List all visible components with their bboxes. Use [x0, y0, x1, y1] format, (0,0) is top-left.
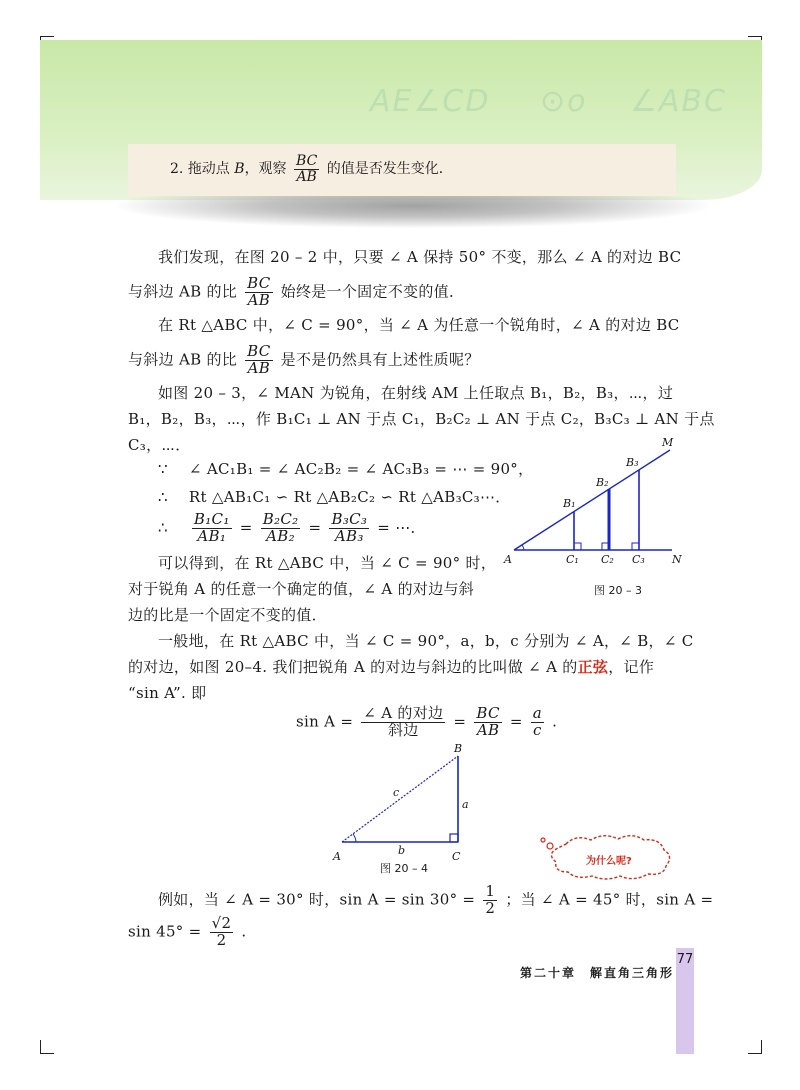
angle-a-arc	[522, 545, 524, 550]
task-fraction	[294, 154, 319, 184]
fraction-numerator: BC	[476, 704, 500, 722]
para2-line2	[128, 344, 480, 377]
label-b2: B₂	[596, 476, 609, 489]
right-angle-c	[450, 834, 458, 842]
fraction-numerator: a	[532, 704, 543, 722]
fraction-denominator: 2	[485, 898, 496, 917]
label-b1: B₁	[563, 497, 576, 510]
because-symbol: ∵	[158, 460, 168, 478]
para4-line2: 对于锐角 A 的任意一个确定的值，∠ A 的对边与斜	[128, 580, 475, 598]
para1-line2	[128, 276, 464, 309]
para1-line2-pre: 与斜边 AB 的比	[128, 282, 238, 301]
crop-mark	[40, 1053, 54, 1054]
para5-line3: “sin A”. 即	[128, 684, 207, 702]
task-text	[170, 154, 453, 184]
fraction-numerator: B₃C₃	[331, 510, 368, 528]
banner-scribble: AE∠CD	[370, 84, 491, 119]
fraction-numerator: 1	[485, 882, 496, 900]
right-angle-c3	[632, 543, 639, 550]
para3-line2: B₁，B₂，B₃，⋯，作 B₁C₁ ⊥ AN 于点 C₁，B₂C₂ ⊥ AN 于点 C₂，B₃C₃ ⊥ AN 于点	[128, 410, 715, 428]
crop-mark	[761, 1040, 762, 1054]
para1-line2-post: 始终是一个固定不变的值．	[280, 282, 465, 301]
ratio-tail: = ⋯．	[377, 518, 426, 537]
fraction-denominator: AB₁	[197, 526, 227, 545]
fraction-numerator: ∠ A 的对边	[363, 704, 444, 722]
para5-line2	[128, 656, 654, 677]
figure-20-3	[500, 430, 690, 580]
sine-formula	[296, 706, 557, 739]
cloud-bubble	[541, 838, 545, 842]
crop-mark	[40, 36, 54, 37]
fraction-denominator: 2	[216, 930, 227, 949]
formula-fraction-words	[361, 706, 445, 739]
therefore-symbol: ∴	[158, 518, 168, 537]
para1-fraction	[245, 276, 272, 309]
crop-mark	[748, 36, 762, 37]
banner-scribble: ∠ABC	[630, 84, 727, 119]
formula-fraction-sides	[474, 706, 501, 739]
because-text: ∠ AC₁B₁ = ∠ AC₂B₂ = ∠ AC₃B₃ = ⋯ = 90°，	[188, 460, 534, 478]
para3-line3: C₃，⋯．	[128, 436, 191, 454]
example-line2	[128, 916, 247, 949]
ray-am	[514, 450, 670, 550]
figure-20-3-caption: 图 20 – 3	[594, 584, 642, 597]
banner-scribble: ⊙o	[540, 84, 588, 119]
term-sine: 正弦	[577, 658, 609, 676]
figure-20-4-caption: 图 20 – 4	[380, 862, 428, 875]
fraction-denominator: AB	[247, 358, 271, 377]
fraction-denominator: AB	[247, 290, 271, 309]
label-side-c: c	[393, 786, 400, 799]
formula-fraction-letters	[531, 706, 544, 739]
fraction-numerator: BC	[296, 153, 318, 169]
figure-20-4	[330, 740, 480, 850]
label-a: A	[504, 553, 512, 566]
therefore-symbol: ∴	[158, 488, 168, 506]
right-angle-c1	[574, 543, 581, 550]
label-b3: B₃	[626, 456, 639, 469]
example-line1-post: ；当 ∠ A = 45° 时，sin A =	[505, 890, 714, 909]
para5-line2-post: ，记作	[608, 658, 655, 676]
side-c	[342, 756, 458, 842]
page-number: 77	[676, 952, 694, 967]
fraction-denominator: 斜边	[388, 720, 419, 739]
para3-line1: 如图 20 – 3，∠ MAN 为锐角，在射线 AM 上任取点 B₁，B₂，B₃，⋯，过	[158, 384, 674, 402]
example-line1-pre: 例如，当 ∠ A = 30° 时，sin A = sin 30° =	[158, 890, 476, 909]
para4-line1: 可以得到，在 Rt △ABC 中，当 ∠ C = 90° 时，	[158, 554, 497, 572]
label-side-a: a	[462, 798, 469, 811]
label-n: N	[672, 553, 682, 566]
example-line1	[158, 884, 713, 917]
proof-therefore	[158, 486, 511, 507]
ratio-fraction-1	[192, 512, 232, 545]
angle-a-arc	[353, 834, 356, 842]
para2-line1: 在 Rt △ABC 中，∠ C = 90°，当 ∠ A 为任意一个锐角时，∠ A 的对边 BC	[158, 316, 680, 334]
para5-line2-pre: 的对边，如图 20–4. 我们把锐角 A 的对边与斜边的比叫做 ∠ A 的	[128, 658, 578, 676]
fraction-denominator: c	[533, 720, 542, 739]
crop-mark	[748, 1053, 762, 1054]
para2-line2-post: 是不是仍然具有上述性质呢？	[280, 350, 480, 369]
para2-line2-pre: 与斜边 AB 的比	[128, 350, 238, 369]
example-line2-post: .	[241, 922, 247, 941]
para5-line1: 一般地，在 Rt △ABC 中，当 ∠ C = 90°，a，b，c 分别为 ∠ A，∠ B，∠ C	[158, 632, 694, 650]
task-point: B	[234, 161, 245, 178]
fraction-denominator: AB	[476, 720, 500, 739]
formula-equals: =	[453, 712, 467, 731]
label-side-b: b	[398, 844, 406, 857]
task-mid: ，观察	[244, 161, 287, 178]
task-box	[128, 144, 676, 196]
fraction-numerator: B₁C₁	[193, 510, 230, 528]
fraction-denominator: AB₂	[266, 526, 295, 545]
para4-line3: 边的比是一个固定不变的值．	[128, 606, 327, 624]
formula-end: .	[552, 712, 558, 731]
fraction-numerator: √2	[211, 914, 232, 932]
label-c2: C₂	[601, 553, 614, 566]
example-line2-pre: sin 45° =	[128, 922, 202, 941]
para2-fraction	[245, 344, 272, 377]
ratio-fraction-2	[261, 512, 301, 545]
task-prefix: 2. 拖动点	[170, 161, 230, 178]
example-fraction-root2	[210, 916, 234, 949]
label-c1: C₁	[566, 553, 579, 566]
therefore-text: Rt △AB₁C₁ ∽ Rt △AB₂C₂ ∽ Rt △AB₃C₃⋯．	[188, 488, 511, 506]
formula-lhs: sin A =	[296, 712, 354, 731]
cloud-bubble	[547, 843, 553, 849]
fraction-numerator: BC	[247, 342, 271, 360]
fraction-numerator: B₂C₂	[262, 510, 299, 528]
proof-because	[158, 458, 533, 479]
label-b-vertex: B	[454, 742, 463, 755]
ratio-fraction-3	[329, 512, 369, 545]
task-shadow	[118, 196, 708, 228]
label-a-vertex: A	[333, 850, 341, 863]
cloud-text: 为什么呢?	[586, 856, 632, 867]
task-suffix: 的值是否发生变化．	[326, 161, 453, 178]
example-fraction-half	[483, 884, 497, 917]
fraction-numerator: BC	[247, 274, 271, 292]
proof-therefore-ratio: ∴ $\frac{\text{B₁C₁}}{\text{AB₁}}$ = $\frac{\text{B₂C₂}}{\text{AB₂}}$ = $\frac{\text{B₃C₃}}{\text{AB₃}}$ = ⋯．	[158, 510, 426, 545]
label-c3: C₃	[632, 553, 645, 566]
label-c-vertex: C	[452, 850, 461, 863]
chapter-footer: 第二十章 解直角三角形	[520, 966, 675, 980]
fraction-denominator: AB	[296, 168, 317, 185]
para1-line1: 我们发现，在图 20 – 2 中，只要 ∠ A 保持 50° 不变，那么 ∠ A 的对边 BC	[158, 248, 682, 266]
crop-mark	[40, 1040, 41, 1054]
fraction-denominator: AB₃	[334, 526, 364, 545]
label-m: M	[662, 436, 674, 449]
formula-equals: =	[509, 712, 523, 731]
